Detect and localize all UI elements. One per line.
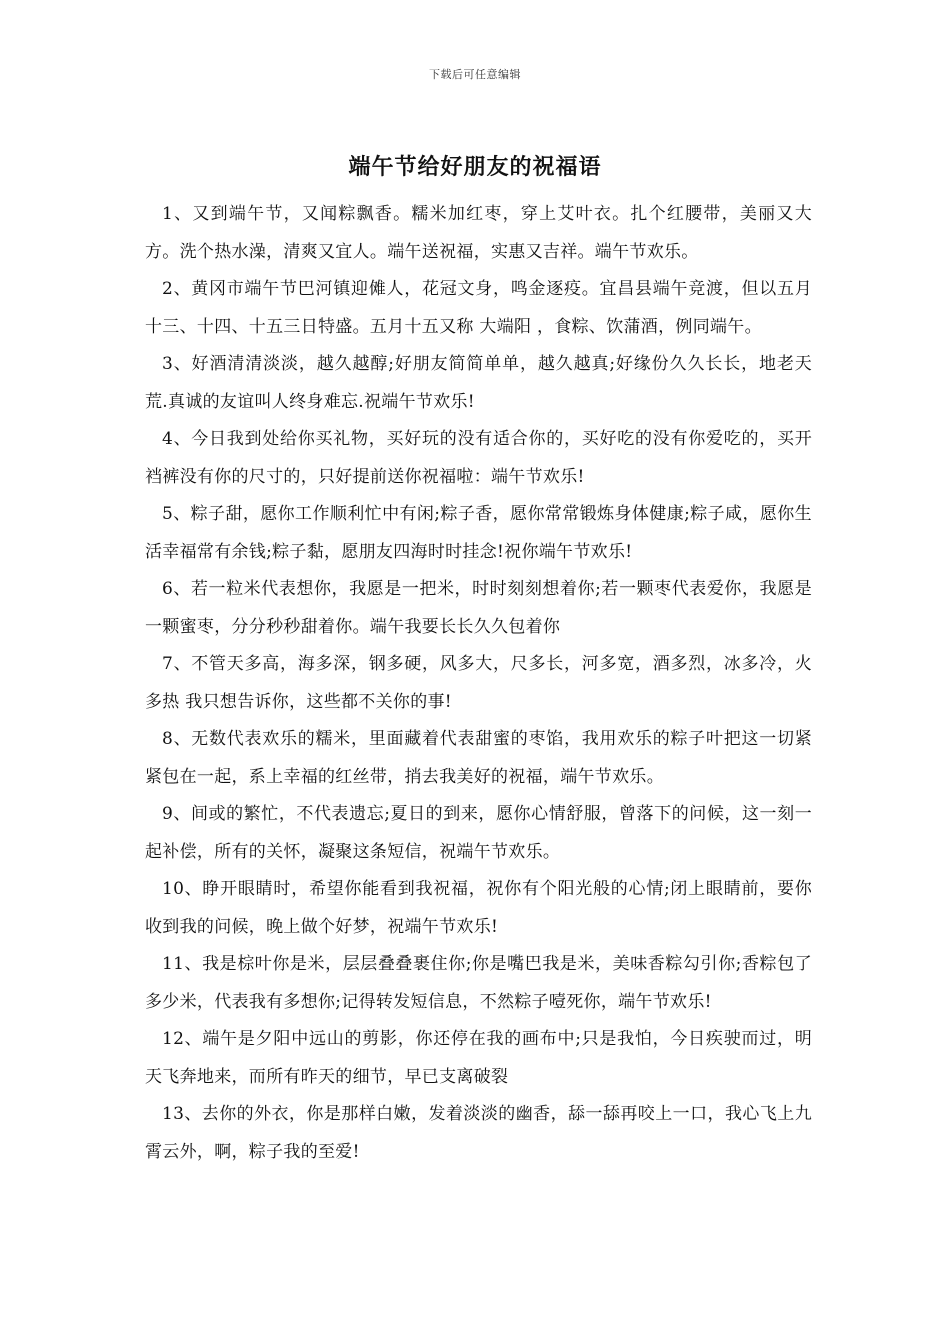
paragraph-3: 3、好酒清清淡淡，越久越醇;好朋友简简单单，越久越真;好缘份久久长长，地老天荒.真诚的友谊叫人终身难忘.祝端午节欢乐! xyxy=(145,354,812,412)
paragraph-8: 8、无数代表欢乐的糯米，里面藏着代表甜蜜的枣馅，我用欢乐的粽子叶把这一切紧紧包在一起，系上幸福的红丝带，捎去我美好的祝福，端午节欢乐。 xyxy=(145,729,812,787)
paragraph-7: 7、不管天多高，海多深，钢多硬，风多大，尺多长，河多宽，酒多烈，冰多冷，火多热 我只想告诉你，这些都不关你的事! xyxy=(145,654,812,712)
paragraph-2: 2、黄冈市端午节巴河镇迎傩人，花冠文身，鸣金逐疫。宜昌县端午竞渡，但以五月十三、十四、十五三日特盛。五月十五又称 大端阳 ，食粽、饮蒲酒，例同端午。 xyxy=(145,279,812,337)
header-note: 下载后可任意编辑 xyxy=(429,68,521,81)
document-body xyxy=(145,196,812,1171)
paragraph-4: 4、今日我到处给你买礼物，买好玩的没有适合你的，买好吃的没有你爱吃的，买开裆裤没有你的尺寸的，只好提前送你祝福啦：端午节欢乐! xyxy=(145,429,812,487)
paragraph-9: 9、间或的繁忙，不代表遗忘;夏日的到来，愿你心情舒服，曾落下的问候，这一刻一起补偿，所有的关怀，凝聚这条短信，祝端午节欢乐。 xyxy=(145,804,812,862)
paragraph-10: 10、睁开眼睛时，希望你能看到我祝福，祝你有个阳光般的心情;闭上眼睛前，要你收到我的问候，晚上做个好梦，祝端午节欢乐! xyxy=(145,879,812,937)
paragraph-6: 6、若一粒米代表想你，我愿是一把米，时时刻刻想着你;若一颗枣代表爱你，我愿是一颗蜜枣，分分秒秒甜着你。端午我要长长久久包着你 xyxy=(145,579,812,637)
paragraph-11: 11、我是棕叶你是米，层层叠叠裹住你;你是嘴巴我是米，美味香粽勾引你;香粽包了多少米，代表我有多想你;记得转发短信息，不然粽子噎死你，端午节欢乐! xyxy=(145,954,812,1012)
document-title: 端午节给好朋友的祝福语 xyxy=(348,154,602,180)
paragraph-5: 5、粽子甜，愿你工作顺利忙中有闲;粽子香，愿你常常锻炼身体健康;粽子咸，愿你生活幸福常有余钱;粽子黏，愿朋友四海时时挂念!祝你端午节欢乐! xyxy=(145,504,812,562)
paragraph-1: 1、又到端午节，又闻粽飘香。糯米加红枣，穿上艾叶衣。扎个红腰带，美丽又大方。洗个热水澡，清爽又宜人。端午送祝福，实惠又吉祥。端午节欢乐。 xyxy=(145,204,812,262)
paragraph-12: 12、端午是夕阳中远山的剪影，你还停在我的画布中;只是我怕，今日疾驶而过，明天飞奔地来，而所有昨天的细节，早已支离破裂 xyxy=(145,1029,812,1087)
paragraph-13: 13、去你的外衣，你是那样白嫩，发着淡淡的幽香，舔一舔再咬上一口，我心飞上九霄云外，啊，粽子我的至爱! xyxy=(145,1104,812,1162)
